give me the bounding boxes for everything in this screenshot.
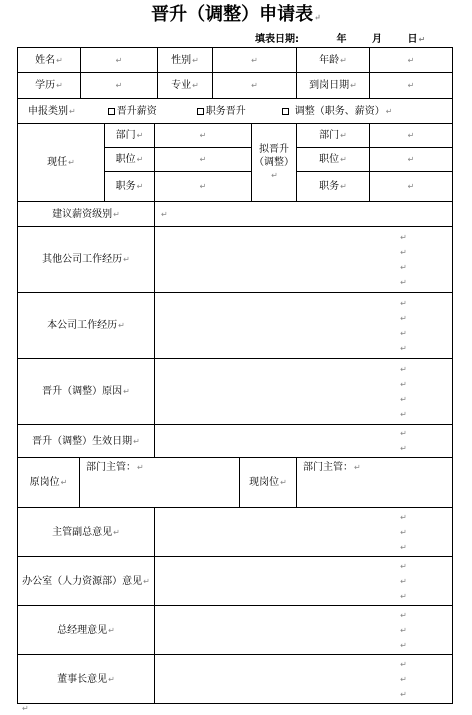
hire-date-label: 到岗日期 ↵ bbox=[297, 73, 370, 99]
proposed-label: 拟晋升 （调整）↵ bbox=[252, 124, 297, 202]
proposed-duty-field[interactable]: ↵ bbox=[370, 172, 452, 202]
new-dept-head-field[interactable]: 部门主管： ↵ bbox=[297, 458, 452, 508]
original-dept-head-field[interactable]: 部门主管： ↵ bbox=[80, 458, 240, 508]
fill-date-month: 月 bbox=[371, 34, 382, 45]
adjust-checkbox[interactable] bbox=[282, 108, 289, 115]
current-label: 现任 ↵ bbox=[18, 124, 105, 202]
salary-checkbox[interactable] bbox=[108, 108, 115, 115]
application-form-table bbox=[17, 47, 453, 704]
suggest-salary-label: 建议薪资级别 ↵ bbox=[18, 202, 155, 227]
name-label: 姓名 ↵ bbox=[18, 48, 81, 73]
gender-label: 性别 ↵ bbox=[158, 48, 213, 73]
fill-date-line: 填表日期: 年 月 日↵ bbox=[255, 34, 426, 45]
this-experience-label: 本公司工作经历 ↵ bbox=[18, 293, 155, 359]
vp-opinion-label: 主管副总意见 ↵ bbox=[18, 508, 155, 557]
current-post-label: 职位 ↵ bbox=[105, 148, 155, 172]
position-checkbox[interactable] bbox=[197, 108, 204, 115]
age-label: 年龄 ↵ bbox=[297, 48, 370, 73]
hire-date-field[interactable]: ↵ bbox=[370, 73, 452, 99]
paragraph-end-mark: ↵ bbox=[22, 704, 29, 713]
other-experience-label: 其他公司工作经历 ↵ bbox=[18, 227, 155, 293]
reason-field[interactable]: ↵ ↵ ↵ ↵ bbox=[155, 359, 452, 425]
current-duty-field[interactable]: ↵ bbox=[155, 172, 252, 202]
option-adjust[interactable]: 调整（职务、薪资）↵ bbox=[282, 105, 393, 118]
original-post-label: 原岗位 ↵ bbox=[18, 458, 80, 508]
name-field[interactable]: ↵ bbox=[81, 48, 158, 73]
vp-opinion-field[interactable]: ↵ ↵ ↵ bbox=[155, 508, 452, 557]
option-salary[interactable]: 晋升薪资 bbox=[108, 105, 157, 118]
reason-label: 晋升（调整）原因 ↵ bbox=[18, 359, 155, 425]
current-dept-label: 部门 ↵ bbox=[105, 124, 155, 148]
current-dept-field[interactable]: ↵ bbox=[155, 124, 252, 148]
page-title: 晋升（调整）申请表↵ bbox=[151, 4, 321, 25]
major-field[interactable]: ↵ bbox=[213, 73, 297, 99]
education-field[interactable]: ↵ bbox=[81, 73, 158, 99]
other-experience-field[interactable]: ↵ ↵ ↵ ↵ bbox=[155, 227, 452, 293]
effective-date-label: 晋升（调整）生效日期 ↵ bbox=[18, 425, 155, 458]
gm-opinion-field[interactable]: ↵ ↵ ↵ bbox=[155, 606, 452, 655]
proposed-post-field[interactable]: ↵ bbox=[370, 148, 452, 172]
new-post-label: 现岗位 ↵ bbox=[240, 458, 297, 508]
proposed-post-label: 职位 ↵ bbox=[297, 148, 370, 172]
proposed-dept-label: 部门 ↵ bbox=[297, 124, 370, 148]
fill-date-label: 填表日期: bbox=[255, 34, 299, 45]
age-field[interactable]: ↵ bbox=[370, 48, 452, 73]
effective-date-field[interactable]: ↵ ↵ bbox=[155, 425, 452, 458]
gm-opinion-label: 总经理意见 ↵ bbox=[18, 606, 155, 655]
apply-type-row: 申报类别 ↵ 晋升薪资 职务晋升 调整（职务、薪资）↵ bbox=[18, 99, 452, 124]
gender-field[interactable]: ↵ bbox=[213, 48, 297, 73]
education-label: 学历 ↵ bbox=[18, 73, 81, 99]
proposed-duty-label: 职务 ↵ bbox=[297, 172, 370, 202]
current-duty-label: 职务 ↵ bbox=[105, 172, 155, 202]
chairman-opinion-label: 董事长意见 ↵ bbox=[18, 655, 155, 703]
option-position[interactable]: 职务晋升 bbox=[197, 105, 246, 118]
hr-opinion-label: 办公室（人力资源部）意见 ↵ bbox=[18, 557, 155, 606]
fill-date-day: 日 bbox=[407, 34, 418, 45]
apply-type-label: 申报类别 bbox=[28, 105, 68, 117]
chairman-opinion-field[interactable]: ↵ ↵ ↵ bbox=[400, 659, 407, 699]
suggest-salary-field[interactable]: ↵ bbox=[155, 202, 452, 227]
this-experience-field[interactable]: ↵ ↵ ↵ ↵ bbox=[155, 293, 452, 359]
fill-date-year: 年 bbox=[336, 34, 347, 45]
major-label: 专业 ↵ bbox=[158, 73, 213, 99]
proposed-dept-field[interactable]: ↵ bbox=[370, 124, 452, 148]
hr-opinion-field[interactable]: ↵ ↵ ↵ bbox=[155, 557, 452, 606]
current-post-field[interactable]: ↵ bbox=[155, 148, 252, 172]
